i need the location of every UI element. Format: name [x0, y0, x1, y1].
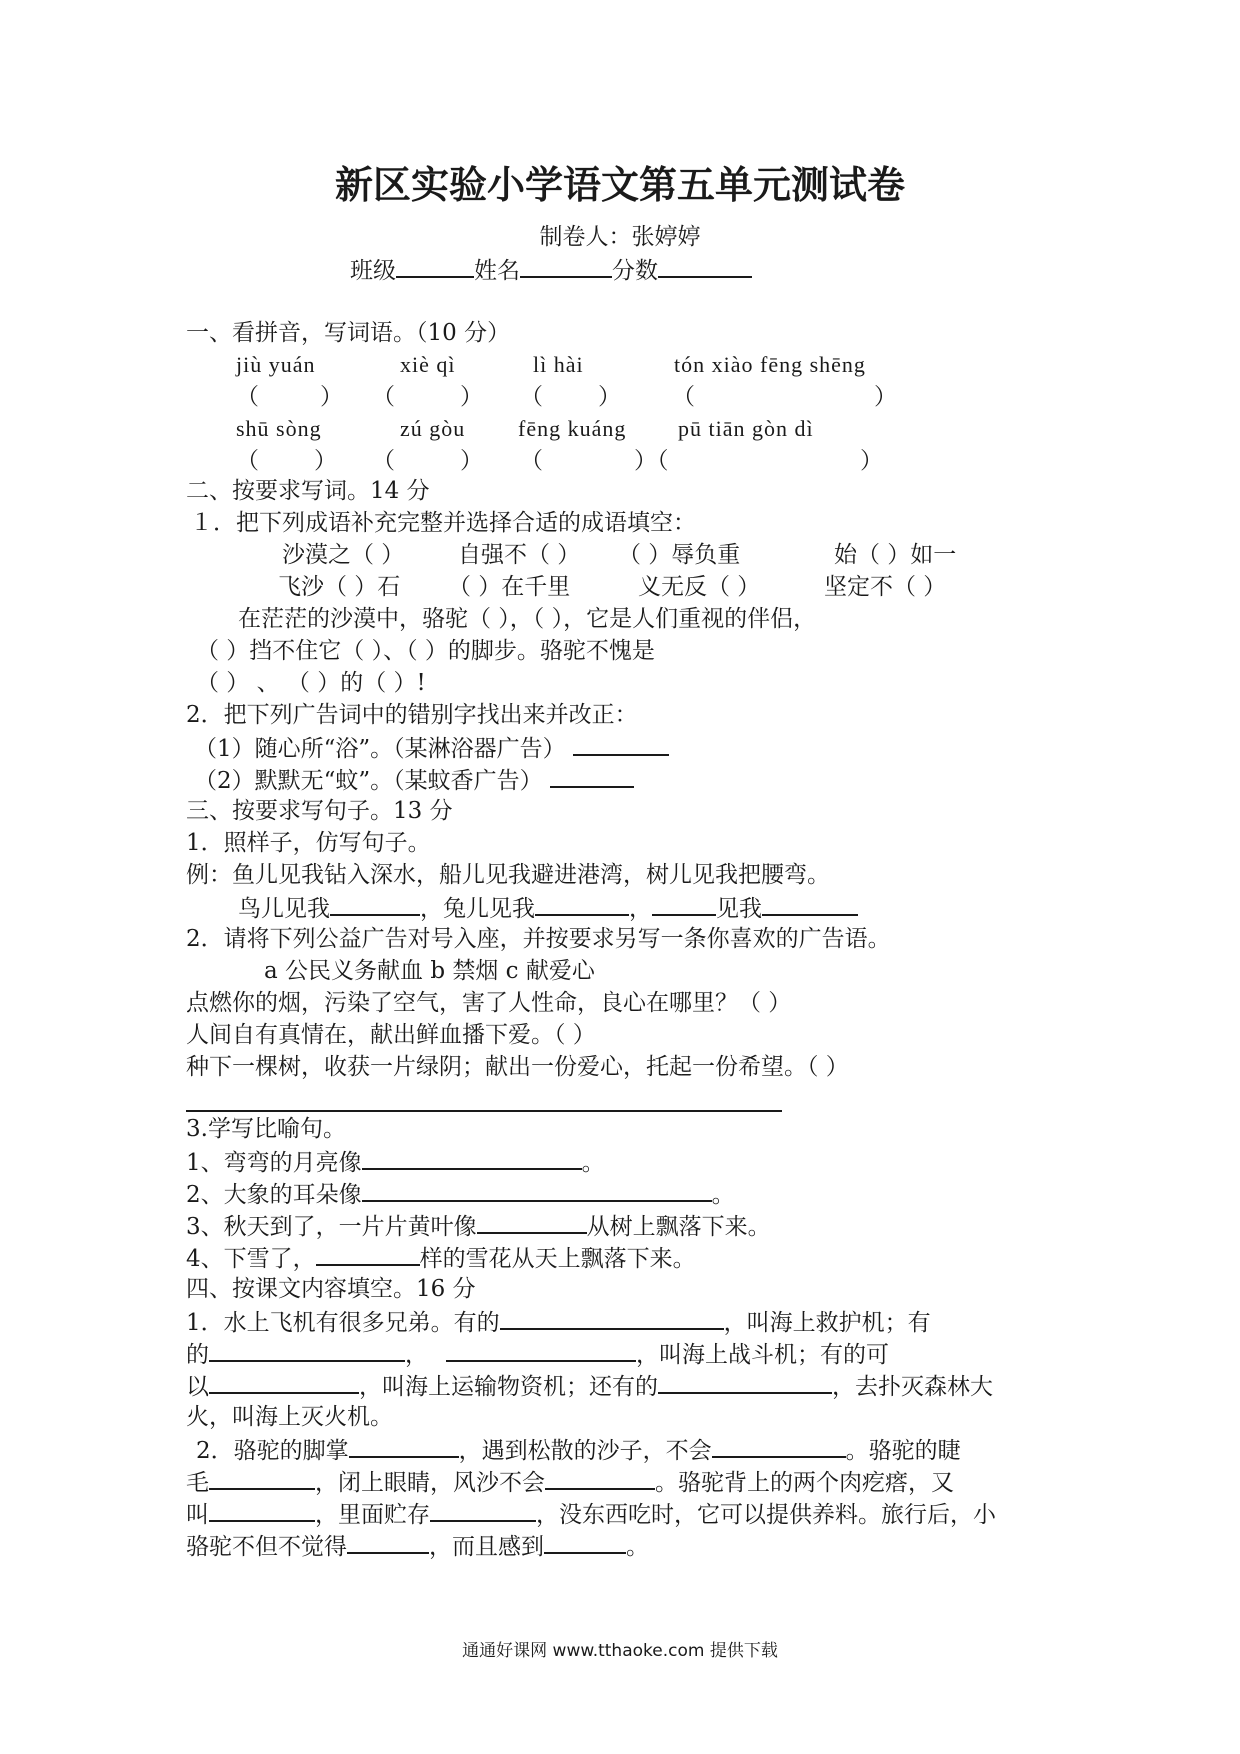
answer-paren-close: ） [598, 384, 621, 410]
para2-line4 [186, 1530, 649, 1562]
pinyin-7: fēng kuáng [518, 416, 627, 441]
simile-text: 。 [581, 1150, 605, 1176]
imitate-text: ，兔儿见我 [420, 896, 535, 922]
answer-paren-open: （ [520, 384, 543, 410]
answer-paren-open: （ [672, 384, 695, 410]
idiom-1: 沙漠之（ ） [282, 542, 405, 568]
para-text: 骆驼不但不觉得 [186, 1534, 347, 1560]
write-slogan-line[interactable] [186, 1110, 782, 1112]
answer-blank[interactable] [544, 1530, 626, 1554]
imitate-line [238, 892, 858, 924]
para-text: ，没东西吃时，它可以提供养料。旅行后，小 [536, 1502, 996, 1528]
answer-blank[interactable] [430, 1498, 536, 1522]
para-text: ，叫海上运输物资机；还有的 [359, 1374, 658, 1400]
answer-blank[interactable] [330, 892, 420, 916]
answer-blank[interactable] [477, 1210, 587, 1234]
imitate-text: 鸟儿见我 [238, 896, 330, 922]
answer-paren-close-open: ）（ [634, 448, 669, 474]
pinyin-2: xiè qì [400, 352, 456, 377]
para1-line4: 火，叫海上灭火机。 [186, 1404, 393, 1430]
simile-3 [186, 1210, 771, 1242]
simile-2 [186, 1178, 735, 1210]
answer-paren-open: （ [236, 384, 259, 410]
pinyin-6: zú gòu [400, 416, 466, 441]
answer-blank[interactable] [573, 732, 669, 756]
simile-text: 。 [711, 1182, 735, 1208]
answer-blank[interactable] [550, 764, 634, 788]
para1-line1 [186, 1306, 931, 1338]
para-text: ，去扑灭森林大 [832, 1374, 993, 1400]
para-text: ，闭上眼睛，风沙不会 [315, 1470, 545, 1496]
answer-blank[interactable] [349, 1434, 459, 1458]
slogan-3: 种下一棵树，收获一片绿阴；献出一份爱心，托起一份希望。（ ） [186, 1054, 849, 1080]
pinyin-1: jiù yuán [236, 352, 316, 377]
slogan-2: 人间自有真情在，献出鲜血播下爱。（ ） [186, 1022, 596, 1048]
answer-blank[interactable] [209, 1498, 315, 1522]
para-text: 毛 [186, 1470, 209, 1496]
para-text: ，叫海上救护机；有 [723, 1310, 931, 1336]
answer-paren-close: ） [860, 448, 883, 474]
idiom-2: 自强不（ ） [458, 542, 581, 568]
imitate-text: ， [629, 896, 652, 922]
ad-text: （2）默默无“蚊”。（某蚊香广告） [194, 768, 543, 794]
para-text: 的 [186, 1342, 209, 1368]
simile-heading: 3.学写比喻句。 [186, 1116, 346, 1142]
answer-blank[interactable] [545, 1466, 655, 1490]
answer-paren-open: （ [372, 448, 395, 474]
para-text: 。骆驼背上的两个肉疙瘩，又 [655, 1470, 954, 1496]
fill-paragraph-line2: （ ）挡不住它（ ）、（ ）的脚步。骆驼不愧是 [196, 638, 655, 664]
fill-paragraph-line3: （ ） 、 （ ）的（ ）! [196, 670, 426, 696]
answer-paren-open: （ [372, 384, 395, 410]
imitate-text: 见我 [716, 896, 762, 922]
answer-blank[interactable] [362, 1178, 712, 1202]
para-text: 。骆驼的睫 [845, 1438, 961, 1464]
class-blank[interactable] [396, 254, 474, 278]
simile-text: 3、秋天到了，一片片黄叶像 [186, 1214, 477, 1240]
answer-paren-open: （ [520, 448, 543, 474]
ad-text: （1）随心所“浴”。（某淋浴器广告） [194, 736, 566, 762]
section4-heading: 四、按课文内容填空。16 分 [186, 1276, 476, 1302]
answer-paren-close: ） [460, 384, 483, 410]
author-line: 制卷人：张婷婷 [539, 224, 701, 250]
answer-blank[interactable] [500, 1306, 724, 1330]
ad-item-1 [194, 732, 669, 764]
answer-blank[interactable] [535, 892, 629, 916]
answer-blank[interactable] [209, 1370, 359, 1394]
fill-paragraph-line1: 在茫茫的沙漠中，骆驼（ ），（ ），它是人们重视的伴侣， [238, 606, 817, 632]
slogan-1: 点燃你的烟，污染了空气，害了人性命，良心在哪里？（ ） [186, 990, 792, 1016]
pinyin-5: shū sòng [236, 416, 322, 441]
para-text: 叫 [186, 1502, 209, 1528]
answer-paren-close: ） [314, 448, 337, 474]
para-text: ，叫海上战斗机；有的可 [636, 1342, 889, 1368]
answer-blank[interactable] [316, 1242, 420, 1266]
simile-text: 1、弯弯的月亮像 [186, 1150, 362, 1176]
answer-blank[interactable] [446, 1338, 636, 1362]
ad-item-2 [194, 764, 634, 796]
para2-line1 [196, 1434, 961, 1466]
student-info-line [350, 254, 752, 286]
answer-blank[interactable] [209, 1338, 405, 1362]
ad-options: a 公民义务献血 b 禁烟 c 献爱心 [264, 958, 595, 984]
section2-q2: 2．把下列广告词中的错别字找出来并改正： [186, 702, 638, 728]
para1-line2 [186, 1338, 889, 1370]
para-text: 2．骆驼的脚掌 [196, 1438, 349, 1464]
pinyin-3: lì hài [533, 352, 584, 377]
answer-blank[interactable] [209, 1466, 315, 1490]
section3-q1: 1．照样子，仿写句子。 [186, 830, 431, 856]
idiom-4: 始（ ）如一 [834, 542, 957, 568]
section1-heading: 一、看拼音，写词语。（10 分） [186, 320, 511, 346]
para-text: ，里面贮存 [315, 1502, 430, 1528]
para-text: ，遇到松散的沙子，不会 [458, 1438, 712, 1464]
name-blank[interactable] [520, 254, 612, 278]
para-text: 。 [626, 1534, 649, 1560]
section2-heading: 二、按要求写词。14 分 [186, 478, 430, 504]
simile-1 [186, 1146, 605, 1178]
simile-text: 从树上飘落下来。 [586, 1214, 771, 1240]
para1-line3 [186, 1370, 993, 1402]
idiom-6: （ ）在千里 [448, 574, 571, 600]
para-text: ， [405, 1342, 428, 1368]
section3-q2: 2．请将下列公益广告对号入座，并按要求另写一条你喜欢的广告语。 [186, 926, 891, 952]
footer-credit: 通通好课网 www.tthaoke.com 提供下载 [462, 1641, 778, 1661]
answer-blank[interactable] [762, 892, 858, 916]
section2-q1: １．把下列成语补充完整并选择合适的成语填空： [190, 510, 696, 536]
pinyin-8: pū tiān gòn dì [678, 416, 814, 441]
para2-line3 [186, 1498, 996, 1530]
name-label: 姓名 [474, 258, 520, 284]
answer-blank[interactable] [652, 892, 716, 916]
answer-paren-open: （ [236, 448, 259, 474]
pinyin-4: tón xiào fēng shēng [674, 352, 866, 377]
answer-blank[interactable] [712, 1434, 846, 1458]
answer-blank[interactable] [362, 1146, 582, 1170]
example-sentence: 例：鱼儿见我钻入深水，船儿见我避进港湾，树儿见我把腰弯。 [186, 862, 830, 888]
answer-blank[interactable] [658, 1370, 832, 1394]
idiom-3: （ ）辱负重 [618, 542, 741, 568]
simile-text: 2、大象的耳朵像 [186, 1182, 362, 1208]
para-text: 以 [186, 1374, 209, 1400]
score-label: 分数 [612, 258, 658, 284]
idiom-8: 坚定不（ ） [824, 574, 947, 600]
score-blank[interactable] [658, 254, 752, 278]
page-title: 新区实验小学语文第五单元测试卷 [334, 163, 905, 207]
answer-paren-close: ） [320, 384, 343, 410]
simile-text: 4、下雪了， [186, 1246, 316, 1272]
para2-line2 [186, 1466, 954, 1498]
idiom-7: 义无反（ ） [638, 574, 761, 600]
simile-4 [186, 1242, 696, 1274]
class-label: 班级 [350, 258, 396, 284]
simile-text: 样的雪花从天上飘落下来。 [419, 1246, 696, 1272]
answer-paren-close: ） [874, 384, 897, 410]
idiom-5: 飞沙（ ）石 [278, 574, 401, 600]
answer-blank[interactable] [347, 1530, 429, 1554]
para-text: ，而且感到 [429, 1534, 544, 1560]
answer-paren-close: ） [460, 448, 483, 474]
section3-heading: 三、按要求写句子。13 分 [186, 798, 453, 824]
para-text: 1．水上飞机有很多兄弟。有的 [186, 1310, 500, 1336]
